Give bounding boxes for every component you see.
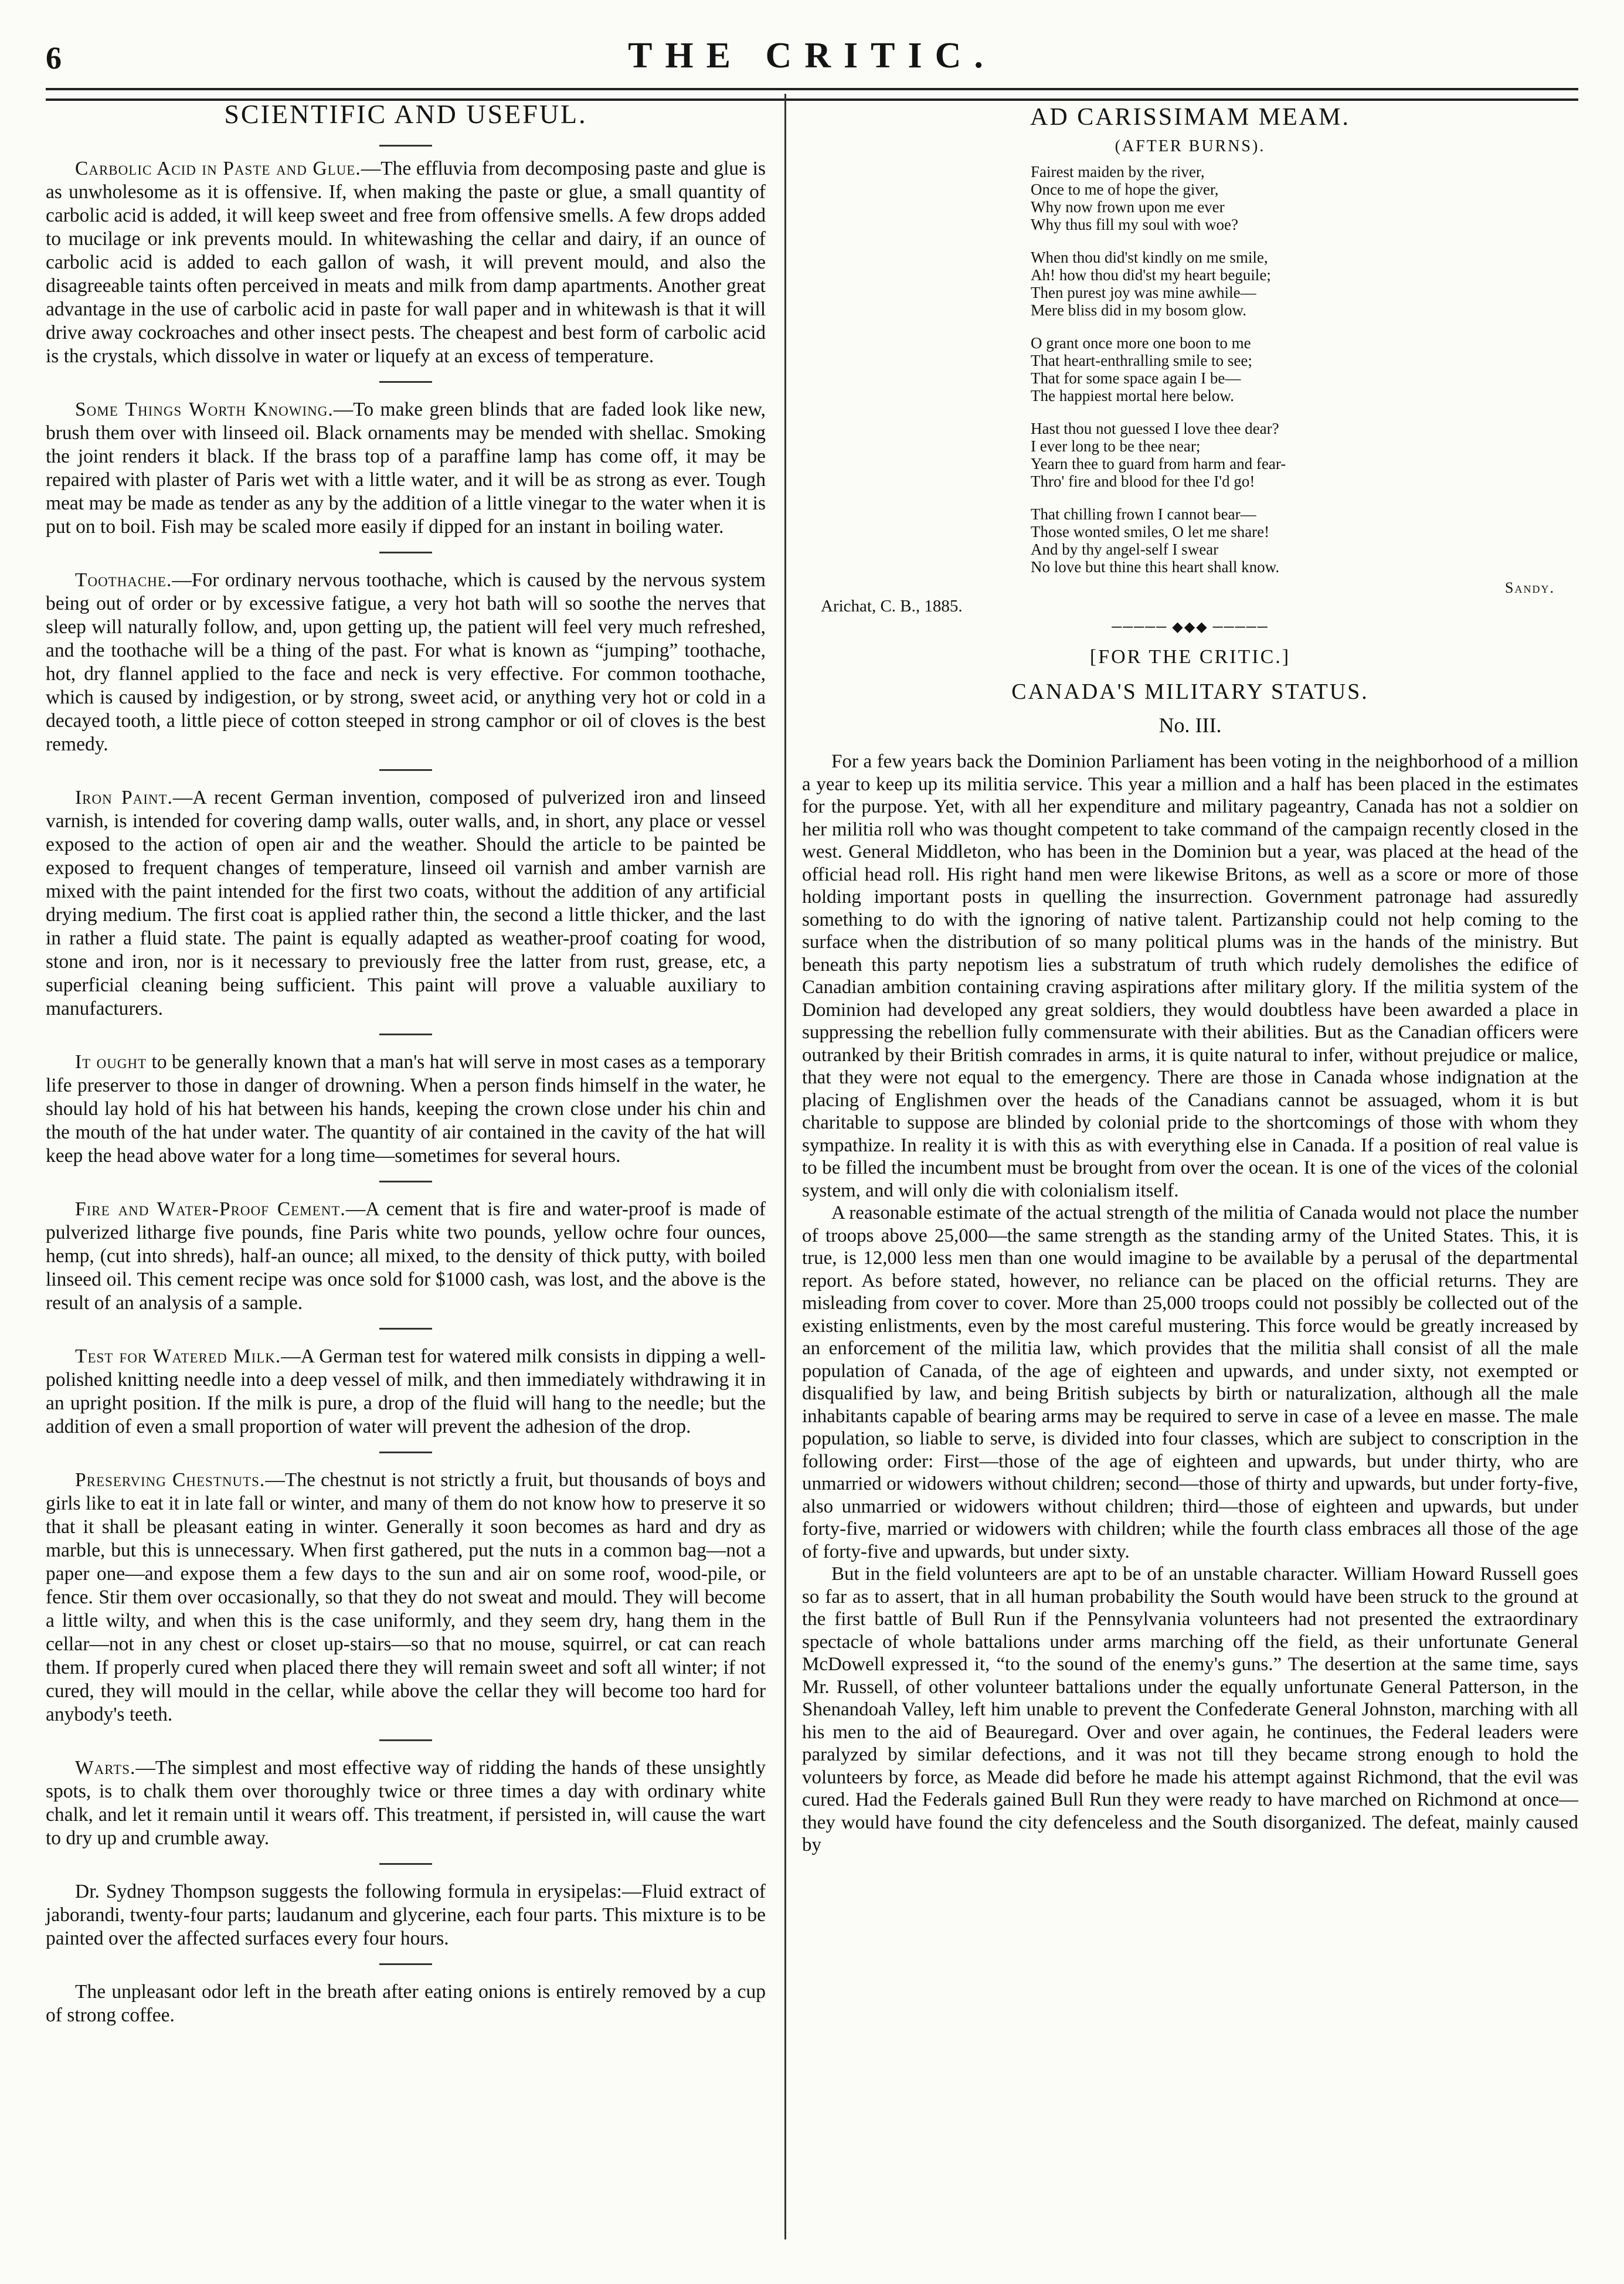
poem-subtitle: (AFTER BURNS). [1115,137,1266,155]
column-divider [784,94,786,2239]
poem-line: When thou did'st kindly on me smile, [1031,249,1268,266]
article-heading: Iron Paint. [75,787,173,808]
left-column [46,98,766,2027]
poem-line: Why now frown upon me ever [1031,198,1225,216]
article-separator [379,1863,432,1865]
article-number: No. III. [1158,713,1222,737]
poem-stanza [1031,334,1578,405]
poem-line: Mere bliss did in my bosom glow. [1031,301,1246,319]
poem-stanza [1031,249,1578,319]
article-cement [46,1198,766,1315]
poem-line: Why thus fill my soul with woe? [1031,216,1238,233]
article-toothache [46,569,766,756]
article-heading: Test for Watered Milk. [75,1345,281,1367]
article-separator [379,1034,432,1035]
poem-stanza [1031,420,1578,490]
article-heading: Fire and Water-Proof Cement. [75,1198,346,1220]
poem-line: O grant once more one boon to me [1031,334,1251,352]
article-body: —A recent German invention, composed of pulverized iron and linseed varnish, is intended for covering damp walls, outer walls, and, in short, any place or vessel exposed to the action of open air and the weather. Should the article to be painted be exposed to frequent changes of temperature, linseed oil varnish and amber varnish are mixed with the paint intended for the first two coats, without the addition of any artificial drying medium. The first coat is applied rather thin, the second a little thicker, and the last in rather a fluid state. The paint is equally adapted as weather-proof coating for wood, stone and iron, nor is it necessary to previously free the latter from rust, grease, etc, a superficial cleaning being sufficient. This paint will prove a valuable auxiliary to manufacturers. [46,787,766,1019]
article-body: —A German test for watered milk consists in dipping a well-polished knitting needle into a deep vessel of milk, and then immediately withdrawing it in an upright position. If the milk is pure, a drop of the fluid will hang to the needle; but the addition of even a small proportion of water will prevent the adhesion of the drop. [46,1345,766,1437]
page-header [46,35,1578,94]
article-heading: Some Things Worth Knowing. [75,399,334,420]
page-number: 6 [46,40,62,76]
article-title: CANADA'S MILITARY STATUS. [1011,679,1369,704]
poem-stanza [1031,163,1578,233]
poem-line: That chilling frown I cannot bear— [1031,505,1256,523]
poem-line: Yearn thee to guard from harm and fear- [1031,455,1286,473]
article-paragraph: A reasonable estimate of the actual strength of the militia of Canada would not place the number of troops above 25,000—the same strength as the standing army of the United States. This, it is true, is 12,000 less men than one would imagine to be available by a perusal of the departmental report. As before stated, however, no reliance can be placed on the official returns. They are misleading from cover to cover. More than 25,000 troops could not possibly be collected out of the existing enlistments, even by the most careful mustering. This force would be greatly increased by an enforcement of the militia law, which provides that the militia shall consist of all the male population of Canada, of the age of eighteen and upwards, and under sixty, not exempted or disqualified by law, and being British subjects by birth or naturalization, although all the male inhabitants capable of bearing arms may be required to serve in case of a levee en masse. The male population, so liable to serve, is divided into four classes, which are subject to conscription in the following order: First—those of the age of eighteen and upwards, but under thirty, who are unmarried or widowers without children; second—those of thirty and upwards, but under forty-five, also unmarried or widowers without children; third—those of eighteen and upwards, but under forty-five, married or widowers with children; while the fourth class embraces all those of the age of forty-five and upwards, but under sixty. [802,1202,1578,1562]
article-separator [379,1452,432,1453]
article-body: —To make green blinds that are faded look like new, brush them over with linseed oil. Black ornaments may be mended with shellac. Smoking the joint renders it black. If the brass top of a paraffine lamp has come off, it may be repaired with plaster of Paris wet with a little water, and it will be as strong as ever. Tough meat may be made as tender as any by the addition of a little vinegar to the water when it is put on to boil. Fish may be scaled more easily if dipped for an instant in boiling water. [46,399,766,538]
article-paragraph: But in the field volunteers are apt to be of an unstable character. William Howard Russell goes so far as to assert, that in all human probability the South would have been struck to the ground at the first battle of Bull Run if the Pennsylvania volunteers had not presented the extraordinary spectacle of whole battalions under arms marching off the field, as their unfortunate General McDowell expressed it, “to the sound of the enemy's guns.” The desertion at the same time, says Mr. Russell, of other volunteer battalions under the equally unfortunate General Patterson, in the Shenandoah Valley, left him unable to prevent the Confederate General Johnston, marching with all his men to the aid of Beauregard. Over and over again, he continues, the Federal leaders were paralyzed by similar defections, and it was not till they became strong enough to hold the volunteers by force, as Meade did before he made his attempt against Richmond, that the evil was cured. Had the Federals gained Bull Run they were ready to have marched on Richmond at once—they would have found the city defenceless and the South disorganized. The defeat, mainly caused by [802,1564,1578,1855]
poem-line: Hast thou not guessed I love thee dear? [1031,420,1279,437]
article-erysipelas [46,1880,766,1950]
ornament-divider-icon: ───── ◆◆◆ ───── [1112,620,1269,635]
article-things-worth-knowing [46,398,766,539]
poem-line: Those wonted smiles, O let me share! [1031,523,1270,541]
poem-line: And by thy angel-self I swear [1031,541,1219,558]
article-separator [379,769,432,771]
poem-stanza [1031,505,1578,576]
poem-line: Then purest joy was mine awhile— [1031,284,1256,301]
article-body: —A cement that is fire and water-proof is made of pulverized litharge five pounds, fine Paris white two pounds, yellow ochre four ounces, hemp, (cut into shreds), half-an ounce; all mixed, to the density of thick putty, with boiled linseed oil. This cement recipe was once sold for $1000 cash, was lost, and the above is the result of an analysis of a sample. [46,1198,766,1314]
article-iron-paint [46,786,766,1021]
article-separator [379,1328,432,1330]
poem-line: Once to me of hope the giver, [1031,181,1219,198]
article-separator [379,1181,432,1182]
article-heading: Preserving Chestnuts. [75,1469,266,1491]
poem-line: That heart-enthralling smile to see; [1031,352,1252,369]
poem-place-date: Arichat, C. B., 1885. [821,597,963,616]
article-separator [379,381,432,383]
poem-line: The happiest mortal here below. [1031,387,1234,405]
article-warts [46,1756,766,1850]
article-chestnuts [46,1469,766,1726]
article-body: —For ordinary nervous toothache, which is caused by the nervous system being out of order or by excessive fatigue, a very hot bath will so soothe the nerves that sleep will naturally follow, and, upon getting up, the patient will feel very much refreshed, and the toothache will be a thing of the past. For what is known as “jumping” toothache, hot, dry flannel applied to the face and neck is very effective. For common toothache, which is caused by indigestion, or by strong, sweet acid, or anything very hot or cold in a decayed tooth, a little piece of cotton steeped in strong camphor or oil of cloves is the best remedy. [46,569,766,755]
article-body: The unpleasant odor left in the breath after eating onions is entirely removed by a cup of strong coffee. [46,1981,766,2026]
article-onions [46,1980,766,2027]
article-watered-milk [46,1345,766,1439]
masthead: THE CRITIC. [628,36,996,76]
article-separator [379,552,432,553]
article-heading: Carbolic Acid in Paste and Glue. [75,158,361,179]
article-body: —The simplest and most effective way of ridding the hands of these unsightly spots, is to chalk them over thoroughly twice or three times a day with ordinary white chalk, and let it remain until it wears off. This treatment, if persisted in, will cause the wart to dry up and crumble away. [46,1757,766,1849]
poem-line: Thro' fire and blood for thee I'd go! [1031,473,1255,490]
article-heading: It ought [75,1051,147,1073]
poem-line: That for some space again I be— [1031,369,1241,387]
article-body: —The effluvia from decomposing paste and glue is as unwholesome as it is offensive. If, when making the paste or glue, a small quantity of carbolic acid is added, it will keep sweet and free from offensive smells. A few drops added to mucilage or ink prevents mould. In whitewashing the cellar and dairy, if an ounce of carbolic acid is added to each gallon of wash, it will prevent mould, and also the disagreeable taints often perceived in meats and milk from damp apartments. Another great advantage in the use of carbolic acid in paste for wall paper and in whitewash is that it will drive away cockroaches and other insect pests. The cheapest and best form of carbolic acid is the crystals, which dissolve in water or liquefy at an excess of temperature. [46,158,766,367]
poem-line: Ah! how thou did'st my heart beguile; [1031,266,1271,284]
article-body: Dr. Sydney Thompson suggests the following formula in erysipelas:—Fluid extract of jaborandi, twenty-four parts; laudanum and glycerine, each four parts. This mixture is to be painted over the affected surfaces every four hours. [46,1881,766,1949]
article-separator [379,1963,432,1965]
article-paragraph: For a few years back the Dominion Parliament has been voting in the neighborhood of a million a year to keep up its militia service. This year a million and a half has been placed in the estimates for the purpose. Yet, with all her expenditure and military pageantry, Canada has not a soldier on her militia roll who was thought competent to take command of the campaign recently closed in the west. General Middleton, who has been in the Dominion but a year, was placed at the head of the official head roll. His right hand men were likewise Britons, as well as a score or more of those holding important posts in quelling the insurrection. Government patronage had assuredly something to do with the ignoring of native talent. Partizanship could not help coming to the surface when the distribution of so many political plums was in the hands of the ministry. But beneath this party nepotism lies a substratum of truth which rudely demolishes the edifice of Canadian ambition containing craving aspirations after military glory. If the militia system of the Dominion had developed any great soldiers, they would doubtless have been awarded a place in suppressing the rebellion fully commensurate with their abilities. But as the Canadian officers were outranked by their British comrades in arms, it is quite natural to infer, without prejudice or malice, that they were not equal to the emergency. There are those in Canada whose indignation at the placing of Englishmen over the heads of the Canadians cannot be assuaged, whom it is but charitable to suppose are blinded by colonial pride to the shortcomings of those with whom they sympathize. In reality it is with this as with everything else in Canada. If a position of real value is to be filled the incumbent must be brought from over the ocean. It is one of the vices of the colonial system, and will only die with colonialism itself. [802,751,1578,1201]
for-critic-label: [FOR THE CRITIC.] [1089,646,1291,668]
right-column [802,98,1578,1857]
article-hat-life-preserver [46,1051,766,1168]
poem-title: AD CARISSIMAM MEAM. [1030,104,1350,131]
poem-line: No love but thine this heart shall know. [1031,558,1280,576]
section-title: SCIENTIFIC AND USEFUL. [224,99,587,129]
poem-line: Fairest maiden by the river, [1031,163,1205,181]
poem-line: I ever long to be thee near; [1031,437,1201,455]
article-body: to be generally known that a man's hat will serve in most cases as a temporary life preserver to those in danger of drowning. When a person finds himself in the water, he should lay hold of his hat between his hands, keeping the crown close under his chin and the mouth of the hat under water. The quantity of air contained in the cavity of the hat will keep the head above water for a long time—sometimes for several hours. [46,1051,766,1167]
article-separator [379,1739,432,1741]
article-carbolic-acid [46,157,766,368]
article-heading: Toothache. [75,569,172,591]
article-heading: Warts. [75,1757,136,1779]
article-body: —The chestnut is not strictly a fruit, but thousands of boys and girls like to eat it in late fall or winter, and many of them do not know how to preserve it so that it shall be pleasant eating in winter. Generally it soon becomes as hard and dry as marble, but this is unnecessary. When first gathered, put the nuts in a common bag—not a paper one—and expose them a few days to the sun and air on some roof, wood-pile, or fence. Stir them over occasionally, so that they do not sweat and mould. They will become a little wilty, and when this is the case uniformly, and they seem dry, hang them in the cellar—not in any chest or closet up-stairs—so that no mouse, squirrel, or cat can reach them. If properly cured when placed there they will remain sweet and soft all winter; if not cured, they will mould in the cellar, while above the cellar they will become too hard for anybody's teeth. [46,1469,766,1725]
section-rule [379,145,432,147]
poem-signature: Sandy. [1505,579,1555,596]
